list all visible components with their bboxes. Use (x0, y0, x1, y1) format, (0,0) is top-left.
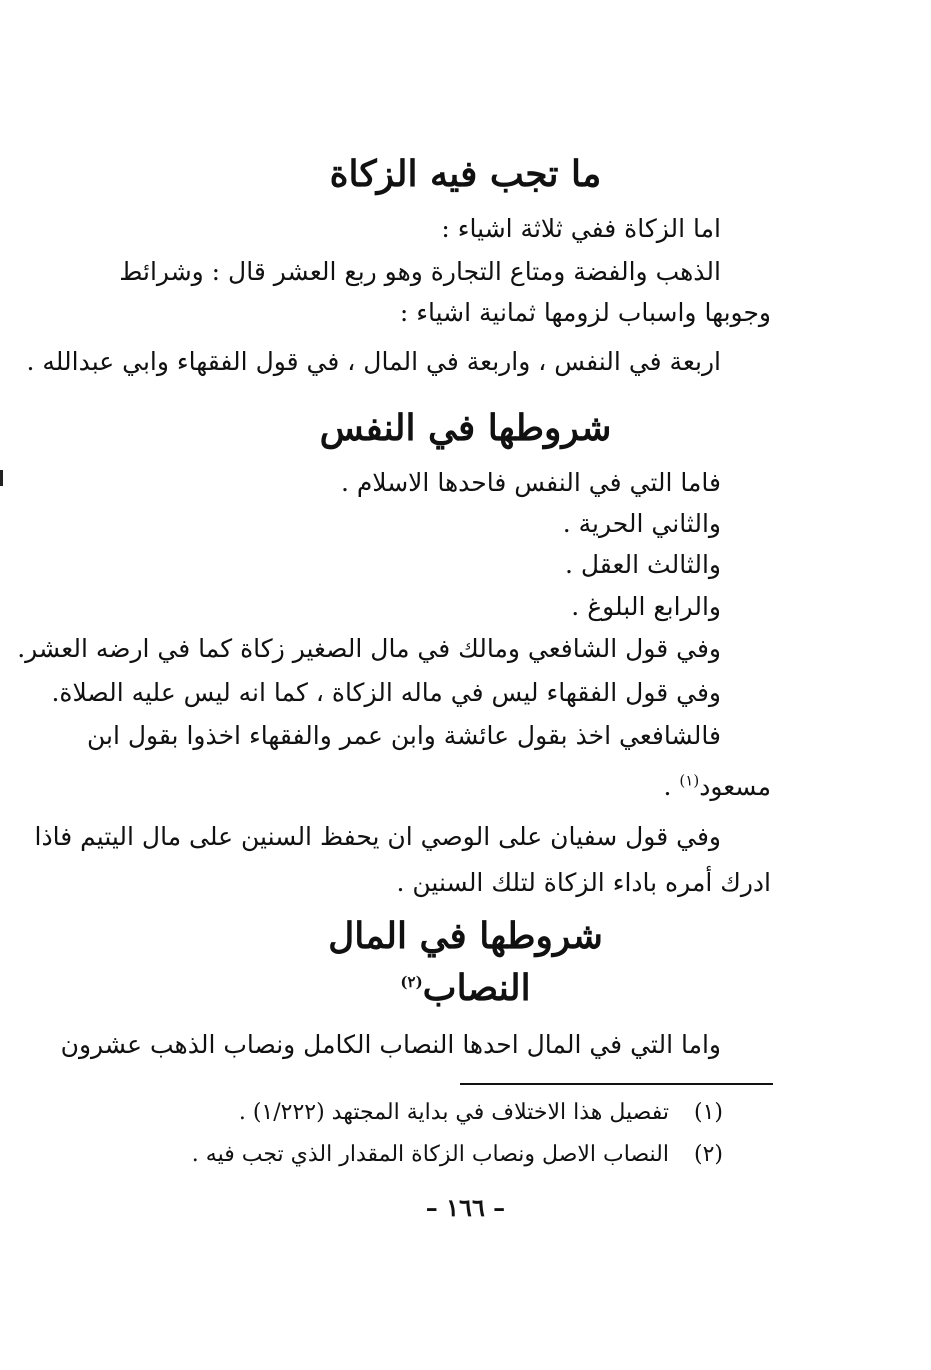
paragraph-line: وفي قول الشافعي ومالك في مال الصغير زكاة كما في ارضه العشر. (17, 634, 721, 663)
scan-edge-mark (0, 470, 3, 486)
paragraph-line: وفي قول الفقهاء ليس في ماله الزكاة ، كما انه ليس عليه الصلاة. (51, 678, 721, 707)
paragraph-line: اربعة في النفس ، واربعة في المال ، في قول الفقهاء وابي عبدالله . (26, 347, 721, 376)
list-item: والثاني الحرية . (562, 509, 721, 538)
paragraph-line: وجوبها واسباب لزومها ثمانية اشياء : (399, 298, 771, 327)
heading-nisab (0, 964, 931, 1012)
page-number: – ١٦٦ – (425, 1193, 506, 1222)
paragraph-line: فاما التي في النفس فاحدها الاسلام . (340, 468, 721, 497)
paragraph-line (664, 770, 772, 804)
footnote-1 (239, 1098, 723, 1128)
footnote-divider (460, 1083, 773, 1085)
heading-zakat-items: ما تجب فيه الزكاة (329, 153, 602, 195)
paragraph-line: ادرك أمره باداء الزكاة لتلك السنين . (396, 868, 771, 897)
paragraph-line: وفي قول سفيان على الوصي ان يحفظ السنين على مال اليتيم فاذا (34, 822, 721, 851)
footnote-number: (٢) (693, 1142, 723, 1167)
footnote-ref-1: (١) (679, 771, 700, 790)
footnote-number: (١) (693, 1100, 723, 1125)
footnote-ref-2: (٢) (400, 973, 423, 991)
list-item: والرابع البلوغ . (571, 592, 721, 621)
footnote-text: تفصيل هذا الاختلاف في بداية المجتهد (١/٢٢٢) . (238, 1100, 669, 1125)
paragraph-line: واما التي في المال احدها النصاب الكامل ونصاب الذهب عشرون (60, 1030, 721, 1059)
paragraph-text: . (663, 772, 680, 801)
heading-conditions-self: شروطها في النفس (319, 407, 612, 449)
paragraph-line: اما الزكاة ففي ثلاثة اشياء : (441, 214, 721, 243)
heading-nisab-text: النصاب (422, 967, 531, 1009)
footnote-text: النصاب الاصل ونصاب الزكاة المقدار الذي تجب فيه . (191, 1142, 669, 1167)
heading-conditions-wealth: شروطها في المال (328, 915, 603, 957)
list-item: والثالث العقل . (564, 550, 721, 579)
paragraph-text: مسعود (699, 772, 771, 801)
footnote-2 (192, 1140, 723, 1170)
paragraph-line: فالشافعي اخذ بقول عائشة وابن عمر والفقهاء اخذوا بقول ابن (86, 721, 721, 750)
paragraph-line: الذهب والفضة ومتاع التجارة وهو ربع العشر قال : وشرائط (119, 257, 721, 286)
